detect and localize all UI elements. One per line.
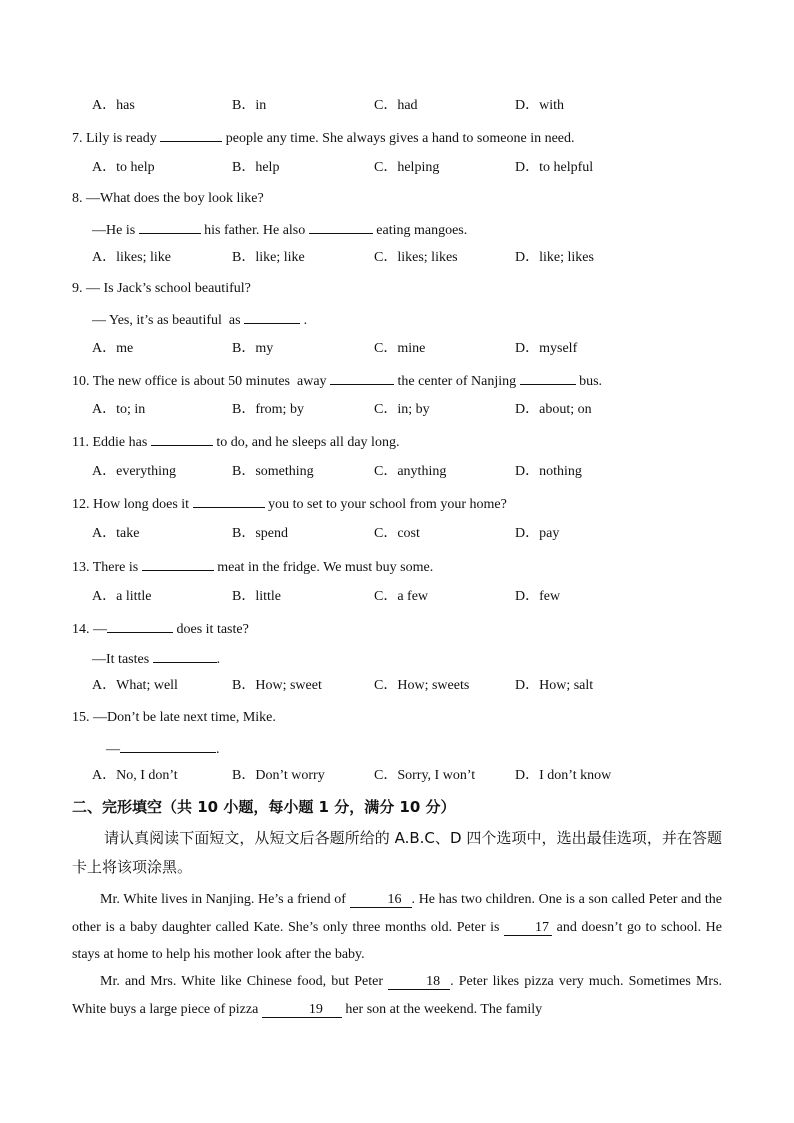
stem-text: people any time. She always gives a hand to someone in need. [222, 131, 575, 146]
question-stem [72, 432, 399, 452]
option-letter: A． [92, 402, 117, 417]
option-text: everything [116, 464, 176, 479]
option-d[interactable] [515, 340, 577, 358]
answer-blank[interactable] [193, 494, 265, 508]
question-stem [72, 557, 433, 577]
option-letter: D． [515, 678, 540, 693]
option-d[interactable] [515, 401, 592, 419]
stem-text: . [216, 652, 221, 667]
stem-text: eating mangoes. [372, 223, 468, 238]
option-a[interactable] [92, 525, 139, 543]
question-stem [106, 739, 220, 759]
option-text: has [116, 98, 135, 113]
passage-paragraph-1 [72, 886, 722, 969]
option-text: like; likes [539, 250, 594, 265]
option-a[interactable] [92, 463, 176, 481]
option-letter: C． [374, 160, 398, 175]
option-letter: B． [232, 341, 256, 356]
question-stem [72, 709, 276, 727]
option-letter: A． [92, 160, 117, 175]
option-text: help [255, 160, 280, 175]
option-d[interactable] [515, 677, 593, 695]
option-b[interactable] [232, 525, 288, 543]
option-c[interactable] [374, 588, 428, 606]
option-text: little [255, 589, 282, 604]
section-heading: 二、完形填空（共 10 小题，每小题 1 分，满分 10 分） [72, 798, 456, 816]
answer-blank[interactable] [107, 619, 173, 633]
option-text: myself [539, 341, 578, 356]
option-letter: D． [515, 250, 540, 265]
option-a[interactable] [92, 340, 133, 358]
option-a[interactable] [92, 159, 155, 177]
option-d[interactable] [515, 588, 560, 606]
option-letter: B． [232, 589, 256, 604]
question-number: 8. [72, 191, 83, 206]
option-text: How; salt [539, 678, 594, 693]
option-letter: A． [92, 526, 117, 541]
option-text: a few [397, 589, 429, 604]
option-text: nothing [539, 464, 582, 479]
option-text: with [539, 98, 565, 113]
stem-text: — [93, 622, 107, 637]
question-number: 10. [72, 374, 90, 389]
question-stem [72, 280, 251, 298]
option-text: in; by [397, 402, 430, 417]
option-letter: A． [92, 464, 117, 479]
answer-blank[interactable] [520, 371, 576, 385]
question-stem [72, 190, 264, 208]
option-a[interactable] [92, 401, 145, 419]
option-text: few [539, 589, 561, 604]
question-stem [72, 128, 575, 148]
option-text: something [255, 464, 314, 479]
question-stem [72, 619, 249, 639]
question-stem [92, 310, 307, 330]
stem-text: Eddie has [92, 435, 151, 450]
option-letter: C． [374, 678, 398, 693]
question-stem [72, 371, 602, 391]
option-c[interactable] [374, 97, 418, 115]
option-letter: C． [374, 464, 398, 479]
stem-text: —Don’t be late next time, Mike. [93, 710, 276, 725]
option-text: me [116, 341, 134, 356]
question-number: 7. [72, 131, 83, 146]
option-text: pay [539, 526, 560, 541]
passage-paragraph-2 [72, 968, 722, 1023]
option-text: I don’t know [539, 768, 612, 783]
stem-text: his father. He also [200, 223, 309, 238]
stem-text: Lily is ready [86, 131, 161, 146]
option-text: mine [397, 341, 426, 356]
option-letter: A． [92, 678, 117, 693]
option-text: in [255, 98, 267, 113]
option-letter: A． [92, 98, 117, 113]
option-a[interactable] [92, 767, 178, 785]
option-b[interactable] [232, 767, 325, 785]
stem-text: . [300, 313, 308, 328]
option-c[interactable] [374, 677, 469, 695]
answer-blank[interactable] [142, 557, 214, 571]
option-a[interactable] [92, 249, 171, 267]
option-b[interactable] [232, 677, 322, 695]
answer-blank[interactable] [120, 739, 216, 753]
stem-text: you to set to your school from your home? [264, 497, 507, 512]
stem-text: — Is Jack’s school beautiful? [86, 281, 251, 296]
stem-text: —What does the boy look like? [86, 191, 264, 206]
option-d[interactable] [515, 463, 582, 481]
option-text: take [116, 526, 140, 541]
passage-text: Mr. and Mrs. White like Chinese food, but Peter [100, 974, 383, 989]
option-text: anything [397, 464, 447, 479]
section-instruction: 请认真阅读下面短文，从短文后各题所给的 A.B.C、D 四个选项中，选出最佳选项，并在答题卡上将该项涂黑。 [72, 829, 722, 876]
cloze-blank-19[interactable]: 19 [262, 1002, 342, 1018]
option-text: about; on [539, 402, 592, 417]
option-d[interactable] [515, 767, 611, 785]
option-d[interactable] [515, 159, 593, 177]
answer-blank[interactable] [153, 649, 217, 663]
option-text: How; sweet [255, 678, 322, 693]
option-letter: D． [515, 464, 540, 479]
option-letter: B． [232, 98, 256, 113]
option-text: likes; likes [397, 250, 458, 265]
answer-blank[interactable] [330, 371, 394, 385]
cloze-blank-18[interactable]: 18 [388, 974, 450, 990]
stem-text: meat in the fridge. We must buy some. [213, 560, 434, 575]
option-text: No, I don’t [116, 768, 178, 783]
passage-text: . He has two children. One is a son called Peter and the other is a baby daughter called Kate. She’s only three months old. Peter is [72, 892, 723, 935]
passage-text: and doesn’t go to school. He stays at home to help his mother look after the baby. [72, 919, 723, 962]
option-letter: A． [92, 768, 117, 783]
option-letter: D． [515, 526, 540, 541]
option-a[interactable] [92, 588, 152, 606]
stem-text: How long does it [93, 497, 193, 512]
option-text: to help [116, 160, 155, 175]
option-b[interactable] [232, 340, 273, 358]
option-letter: B． [232, 768, 256, 783]
option-letter: D． [515, 589, 540, 604]
option-letter: C． [374, 768, 398, 783]
option-letter: C． [374, 589, 398, 604]
option-letter: B． [232, 250, 256, 265]
option-b[interactable] [232, 249, 305, 267]
stem-text: bus. [575, 374, 603, 389]
option-text: had [397, 98, 418, 113]
option-a[interactable] [92, 97, 135, 115]
option-letter: C． [374, 402, 398, 417]
option-d[interactable] [515, 249, 594, 267]
question-number: 9. [72, 281, 83, 296]
cloze-blank-17[interactable]: 17 [504, 920, 552, 936]
option-c[interactable] [374, 401, 430, 419]
question-number: 15. [72, 710, 90, 725]
option-text: like; like [255, 250, 305, 265]
answer-blank[interactable] [139, 220, 201, 234]
option-c[interactable] [374, 159, 439, 177]
stem-text: —It tastes [92, 652, 153, 667]
stem-text: . [216, 742, 220, 757]
option-letter: B． [232, 464, 256, 479]
option-text: What; well [116, 678, 178, 693]
passage-text: . Peter likes pizza very much. Sometimes Mrs. White buys a large piece of pizza [72, 974, 723, 1017]
option-letter: A． [92, 250, 117, 265]
question-stem [92, 649, 220, 669]
option-letter: D． [515, 98, 540, 113]
question-stem [92, 220, 467, 240]
option-letter: D． [515, 768, 540, 783]
option-text: to; in [116, 402, 146, 417]
passage-text: Mr. White lives in Nanjing. He’s a friend of [100, 892, 346, 907]
option-text: my [255, 341, 274, 356]
option-letter: C． [374, 526, 398, 541]
option-text: How; sweets [397, 678, 470, 693]
option-text: Sorry, I won’t [397, 768, 476, 783]
option-c[interactable] [374, 767, 475, 785]
option-d[interactable] [515, 97, 564, 115]
option-text: cost [397, 526, 420, 541]
option-text: helping [397, 160, 440, 175]
question-stem [72, 494, 507, 514]
stem-text: —He is [92, 223, 139, 238]
option-c[interactable] [374, 525, 420, 543]
option-letter: B． [232, 160, 256, 175]
option-c[interactable] [374, 463, 446, 481]
option-letter: C． [374, 250, 398, 265]
option-text: Don’t worry [255, 768, 325, 783]
answer-blank[interactable] [151, 432, 213, 446]
answer-blank[interactable] [244, 310, 300, 324]
option-text: likes; like [116, 250, 171, 265]
option-b[interactable] [232, 463, 314, 481]
question-number: 14. [72, 622, 90, 637]
question-number: 11. [72, 435, 89, 450]
passage-text: her son at the weekend. The family [345, 1001, 543, 1017]
stem-text: — [106, 742, 120, 757]
option-c[interactable] [374, 340, 425, 358]
question-number: 13. [72, 560, 90, 575]
stem-text: The new office is about 50 minutes away [92, 374, 331, 389]
stem-text: — Yes, it’s as beautiful as [92, 313, 245, 328]
option-b[interactable] [232, 97, 266, 115]
option-b[interactable] [232, 401, 304, 419]
answer-blank[interactable] [309, 220, 373, 234]
option-text: a little [116, 589, 152, 604]
cloze-blank-16[interactable]: 16 [350, 892, 412, 908]
option-b[interactable] [232, 159, 279, 177]
option-letter: B． [232, 526, 256, 541]
option-c[interactable] [374, 249, 458, 267]
option-b[interactable] [232, 588, 281, 606]
option-letter: A． [92, 341, 117, 356]
option-text: spend [255, 526, 289, 541]
stem-text: does it taste? [173, 622, 249, 637]
option-text: to helpful [539, 160, 594, 175]
stem-text: to do, and he sleeps all day long. [212, 435, 400, 450]
option-letter: C． [374, 98, 398, 113]
stem-text: There is [92, 560, 142, 575]
option-letter: D． [515, 341, 540, 356]
option-d[interactable] [515, 525, 559, 543]
option-text: from; by [255, 402, 304, 417]
question-number: 12. [72, 497, 90, 512]
option-letter: B． [232, 678, 256, 693]
option-letter: D． [515, 402, 540, 417]
option-a[interactable] [92, 677, 178, 695]
answer-blank[interactable] [160, 128, 222, 142]
option-letter: B． [232, 402, 256, 417]
option-letter: D． [515, 160, 540, 175]
option-letter: A． [92, 589, 117, 604]
option-letter: C． [374, 341, 398, 356]
stem-text: the center of Nanjing [394, 374, 520, 389]
